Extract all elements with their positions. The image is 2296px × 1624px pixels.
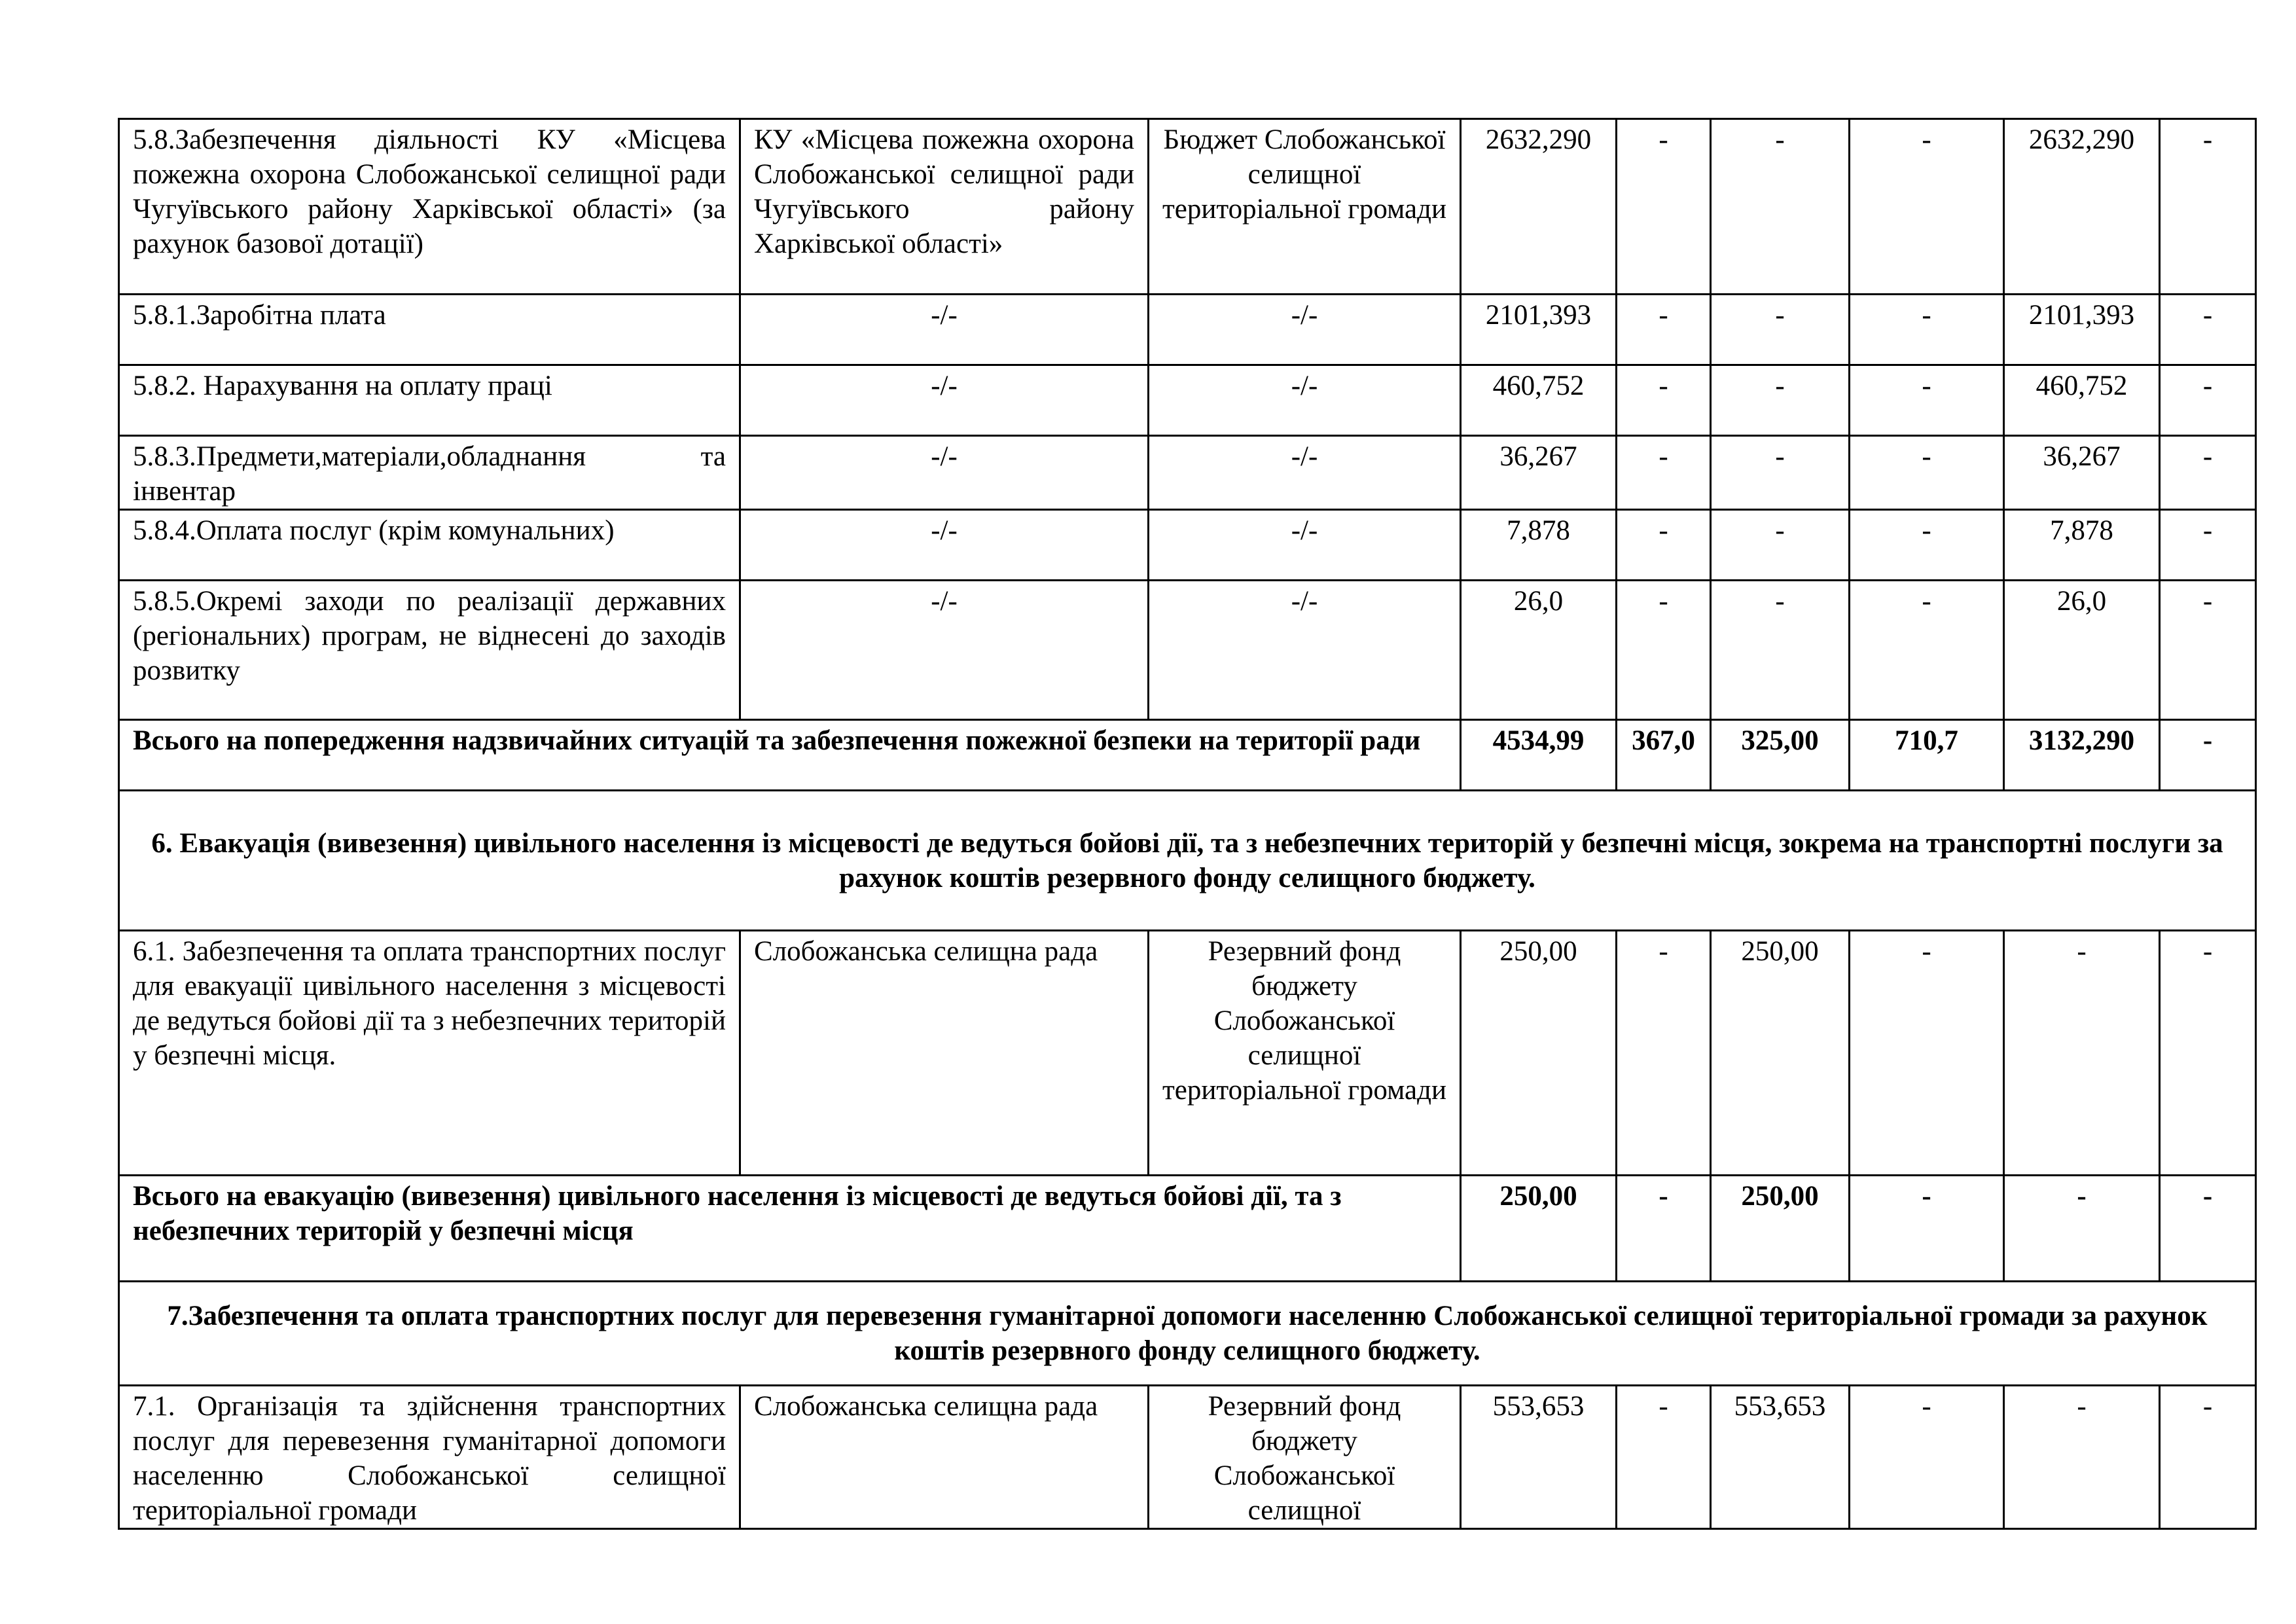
amount-cell: -	[1711, 510, 1850, 581]
funding-source: -/-	[1149, 436, 1461, 510]
executor: Слобожанська селищна рада	[740, 1386, 1149, 1529]
amount-cell: 7,878	[1461, 510, 1617, 581]
funding-source: Резервний фонд бюджету Слобожанської селищної територіальної громади	[1149, 931, 1461, 1176]
executor: -/-	[740, 295, 1149, 365]
table-row	[119, 436, 2256, 510]
amount-cell: 250,00	[1461, 931, 1617, 1176]
amount-cell: 2101,393	[1461, 295, 1617, 365]
total-value: -	[2160, 1176, 2256, 1282]
amount-cell: -	[1850, 1386, 2004, 1529]
amount-cell: -	[2004, 1386, 2160, 1529]
total-label: Всього на евакуацію (вивезення) цивільного населення із місцевості де ведуться бойові дії, та з небезпечних територій у безпечні місця	[119, 1176, 1461, 1282]
amount-cell: 250,00	[1711, 931, 1850, 1176]
funding-source: Резервний фонд бюджету Слобожанської селищної	[1149, 1386, 1461, 1529]
amount-cell: -	[1850, 931, 2004, 1176]
executor: -/-	[740, 365, 1149, 436]
total-value: 3132,290	[2004, 720, 2160, 791]
total-value: 250,00	[1461, 1176, 1617, 1282]
funding-source: -/-	[1149, 365, 1461, 436]
amount-cell: 2101,393	[2004, 295, 2160, 365]
amount-cell: -	[2160, 365, 2256, 436]
amount-cell: -	[2160, 931, 2256, 1176]
table-row	[119, 581, 2256, 720]
amount-cell: -	[1850, 119, 2004, 295]
amount-cell: -	[1617, 931, 1711, 1176]
table-row	[119, 1386, 2256, 1529]
amount-cell: -	[1617, 436, 1711, 510]
funding-source: -/-	[1149, 581, 1461, 720]
total-row	[119, 1176, 2256, 1282]
section-title: 7.Забезпечення та оплата транспортних послуг для перевезення гуманітарної допомоги населенню Слобожанської селищної територіальної громади за рахунок коштів резервного фонду селищного бюджету.	[119, 1282, 2256, 1386]
amount-cell: -	[1617, 119, 1711, 295]
executor: -/-	[740, 581, 1149, 720]
amount-cell: 553,653	[1711, 1386, 1850, 1529]
funding-source: -/-	[1149, 295, 1461, 365]
table-row	[119, 119, 2256, 295]
amount-cell: -	[1850, 436, 2004, 510]
section-header-row	[119, 791, 2256, 931]
amount-cell: -	[2160, 295, 2256, 365]
amount-cell: 460,752	[1461, 365, 1617, 436]
amount-cell: -	[1617, 365, 1711, 436]
total-row	[119, 720, 2256, 791]
amount-cell: -	[1617, 295, 1711, 365]
amount-cell: 460,752	[2004, 365, 2160, 436]
measure-name: 5.8.5.Окремі заходи по реалізації державних (регіональних) програм, не віднесені до заходів розвитку	[119, 581, 740, 720]
amount-cell: -	[1617, 581, 1711, 720]
amount-cell: -	[1850, 295, 2004, 365]
amount-cell: -	[2160, 581, 2256, 720]
amount-cell: -	[1617, 1386, 1711, 1529]
table-row	[119, 295, 2256, 365]
amount-cell: -	[2160, 119, 2256, 295]
executor: КУ «Місцева пожежна охорона Слобожанської селищної ради Чугуївського району Харківської області»	[740, 119, 1149, 295]
amount-cell: -	[2160, 436, 2256, 510]
amount-cell: -	[1850, 510, 2004, 581]
measure-name: 5.8.1.Заробітна плата	[119, 295, 740, 365]
amount-cell: 553,653	[1461, 1386, 1617, 1529]
amount-cell: -	[1850, 581, 2004, 720]
table-row	[119, 510, 2256, 581]
measure-name: 7.1. Організація та здійснення транспортних послуг для перевезення гуманітарної допомоги населенню Слобожанської селищної територіальної громади	[119, 1386, 740, 1529]
funding-source: -/-	[1149, 510, 1461, 581]
executor: -/-	[740, 510, 1149, 581]
amount-cell: -	[1711, 436, 1850, 510]
funding-source: Бюджет Слобожанської селищної територіальної громади	[1149, 119, 1461, 295]
amount-cell: -	[1711, 295, 1850, 365]
executor: Слобожанська селищна рада	[740, 931, 1149, 1176]
table-row	[119, 931, 2256, 1176]
amount-cell: 36,267	[1461, 436, 1617, 510]
amount-cell: -	[2160, 1386, 2256, 1529]
amount-cell: -	[1617, 510, 1711, 581]
amount-cell: 26,0	[1461, 581, 1617, 720]
amount-cell: 2632,290	[2004, 119, 2160, 295]
measure-name: 5.8.4.Оплата послуг (крім комунальних)	[119, 510, 740, 581]
total-value: -	[1850, 1176, 2004, 1282]
amount-cell: 2632,290	[1461, 119, 1617, 295]
budget-table	[118, 118, 2257, 1530]
total-value: 250,00	[1711, 1176, 1850, 1282]
total-value: -	[1617, 1176, 1711, 1282]
total-value: 325,00	[1711, 720, 1850, 791]
amount-cell: -	[1711, 365, 1850, 436]
amount-cell: -	[1850, 365, 2004, 436]
executor: -/-	[740, 436, 1149, 510]
total-value: -	[2160, 720, 2256, 791]
section-header-row	[119, 1282, 2256, 1386]
total-value: 710,7	[1850, 720, 2004, 791]
amount-cell: 26,0	[2004, 581, 2160, 720]
amount-cell: 36,267	[2004, 436, 2160, 510]
amount-cell: 7,878	[2004, 510, 2160, 581]
table-row	[119, 365, 2256, 436]
amount-cell: -	[1711, 119, 1850, 295]
section-title: 6. Евакуація (вивезення) цивільного населення із місцевості де ведуться бойові дії, та з небезпечних територій у безпечні місця, зокрема на транспортні послуги за рахунок коштів резервного фонду селищного бюджету.	[119, 791, 2256, 931]
measure-name: 5.8.3.Предмети,матеріали,обладнання та інвентар	[119, 436, 740, 510]
amount-cell: -	[2004, 931, 2160, 1176]
measure-name: 5.8.Забезпечення діяльності КУ «Місцева пожежна охорона Слобожанської селищної ради Чугуївського району Харківської області» (за рахунок базової дотації)	[119, 119, 740, 295]
total-value: 367,0	[1617, 720, 1711, 791]
total-label: Всього на попередження надзвичайних ситуацій та забезпечення пожежної безпеки на території ради	[119, 720, 1461, 791]
total-value: -	[2004, 1176, 2160, 1282]
amount-cell: -	[1711, 581, 1850, 720]
measure-name: 6.1. Забезпечення та оплата транспортних послуг для евакуації цивільного населення з місцевості де ведуться бойові дії та з небезпечних територій у безпечні місця.	[119, 931, 740, 1176]
total-value: 4534,99	[1461, 720, 1617, 791]
measure-name: 5.8.2. Нарахування на оплату праці	[119, 365, 740, 436]
amount-cell: -	[2160, 510, 2256, 581]
